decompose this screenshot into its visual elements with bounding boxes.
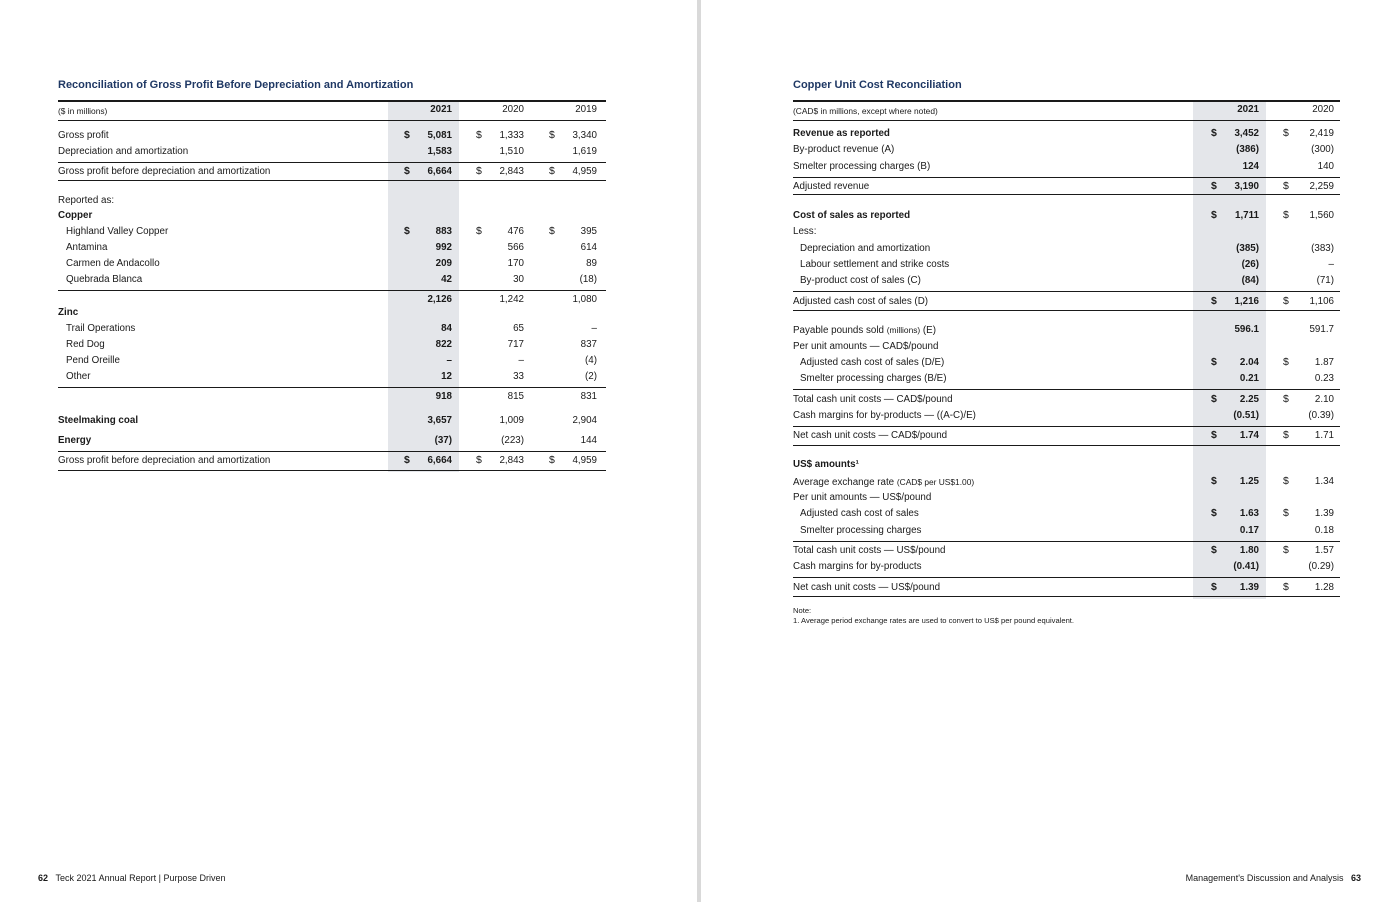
left-row-value: 1,619 [572,146,597,157]
left-rule-4 [58,290,606,291]
left-row-value: 5,081 [427,130,452,141]
dollar-sign: $ [1283,209,1289,221]
right-rule-5 [793,310,1340,311]
right-row-label [800,357,944,369]
left-year-header-2021: 2021 [430,104,452,115]
dollar-sign: $ [1211,127,1217,139]
left-row-value: 1,510 [499,146,524,157]
left-row-value: 3,657 [427,415,452,426]
right-row-label-text: Adjusted cash cost of sales [800,508,919,519]
left-row-value: 209 [435,258,452,269]
right-row-value: 596.1 [1234,324,1259,335]
right-row-label [800,275,921,287]
dollar-sign: $ [476,129,482,141]
right-row-label-text: Cash margins for by-products [793,561,922,572]
left-units-label: ($ in millions) [58,106,108,116]
left-row-label: Gross profit before depreciation and amortization [58,455,271,466]
left-row-value: 33 [513,371,524,382]
right-row-value: (0.29) [1308,561,1334,572]
left-row-value: (223) [501,435,524,446]
left-row-value: 1,333 [499,130,524,141]
right-page [701,0,1395,902]
dollar-sign: $ [549,129,555,141]
right-row-value: 1,106 [1309,296,1334,307]
left-rule-1 [58,120,606,121]
left-row-value: – [591,323,597,334]
right-row-value: (0.39) [1308,410,1334,421]
right-row-label-text: By-product cost of sales (C) [800,275,921,286]
right-page-number: 63 [1350,873,1361,883]
right-row-value: (386) [1236,144,1259,155]
dollar-sign: $ [476,225,482,237]
left-row-value: – [518,355,524,366]
right-row-label-text: Revenue as reported [793,128,890,139]
left-row-value: 883 [435,226,452,237]
right-row-value: 2.10 [1314,394,1334,405]
dollar-sign: $ [1211,581,1217,593]
right-rule-9 [793,541,1340,542]
dollar-sign: $ [1283,581,1289,593]
dollar-sign: $ [404,454,410,466]
right-row-label-text: Average exchange rate [793,477,895,488]
right-row-label-unit: (CAD$ per US$1.00) [896,477,975,487]
right-rule-0 [793,100,1340,102]
right-row-value: 2,419 [1309,128,1334,139]
right-row-value: 1.39 [1239,582,1259,593]
right-rule-10 [793,577,1340,578]
left-row-value: 2,904 [572,415,597,426]
right-row-value: 1.28 [1314,582,1334,593]
left-row-value: 2,126 [427,294,452,305]
dollar-sign: $ [549,454,555,466]
left-rule-2 [58,162,606,163]
left-row-value: 6,664 [427,166,452,177]
left-row-label: Highland Valley Copper [66,226,169,237]
right-row-value: 2.25 [1239,394,1259,405]
right-rule-1 [793,120,1340,121]
right-row-label [793,296,928,308]
dollar-sign: $ [404,225,410,237]
right-row-label [800,259,949,271]
right-rule-2 [793,177,1340,178]
right-row-value: (385) [1236,243,1259,254]
right-year-header-2021: 2021 [1237,104,1259,115]
left-row-value: 815 [507,391,524,402]
footer-right-text: Management's Discussion and Analysis [1185,873,1344,883]
left-row-label: Pend Oreille [66,355,120,366]
left-row-value: (2) [585,371,597,382]
left-row-label: Antamina [66,242,108,253]
left-row-value: 3,340 [572,130,597,141]
left-row-value: 1,242 [499,294,524,305]
right-rule-3 [793,194,1340,195]
right-row-value: – [1328,259,1334,270]
left-row-value: 4,959 [572,455,597,466]
left-row-value: 837 [580,339,597,350]
right-row-value: 1.25 [1239,476,1259,487]
footer-right [1186,873,1361,883]
left-row-label: Trail Operations [66,323,136,334]
left-rule-5 [58,387,606,388]
left-row-label: Red Dog [66,339,105,350]
dollar-sign: $ [1211,475,1217,487]
footer-left-text: Teck 2021 Annual Report | Purpose Driven [55,873,226,883]
right-row-value: (300) [1311,144,1334,155]
dollar-sign: $ [1283,180,1289,192]
left-row-value: 717 [507,339,524,350]
right-row-label [793,226,816,238]
left-row-label: Quebrada Blanca [66,274,143,285]
right-row-label [800,243,930,255]
right-row-label-text: Cost of sales as reported [793,210,911,221]
right-row-value: 140 [1317,161,1334,172]
right-row-value: (0.41) [1233,561,1259,572]
dollar-sign: $ [1211,393,1217,405]
left-row-value: 170 [507,258,524,269]
right-row-value: 0.21 [1239,373,1259,384]
dollar-sign: $ [1283,507,1289,519]
right-row-label [793,324,936,337]
right-row-value: 3,190 [1234,181,1259,192]
right-row-value: 1.34 [1314,476,1334,487]
right-row-value: 1.87 [1314,357,1334,368]
right-row-label [793,410,976,422]
left-row-label: Other [66,371,91,382]
dollar-sign: $ [476,165,482,177]
right-row-label-text: Smelter processing charges [800,525,922,536]
left-row-value: (37) [434,435,452,446]
left-rule-3 [58,180,606,181]
left-rule-0 [58,100,606,102]
right-row-label [793,210,910,222]
left-row-label: Depreciation and amortization [58,146,189,157]
left-year-header-2019: 2019 [575,104,597,115]
left-page [0,0,697,902]
right-row-label-text: Per unit amounts — US$/pound [793,492,932,503]
right-rule-7 [793,426,1340,427]
right-row-label [793,341,938,353]
right-row-label [793,394,953,406]
right-row-value: (0.51) [1233,410,1259,421]
right-row-label [793,430,947,442]
left-row-label: Carmen de Andacollo [66,258,160,269]
right-row-value: 1,560 [1309,210,1334,221]
dollar-sign: $ [1211,295,1217,307]
left-row-value: 2,843 [499,166,524,177]
dollar-sign: $ [476,454,482,466]
left-row-value: 30 [513,274,524,285]
left-row-label: Copper [58,210,93,221]
left-row-value: – [446,355,452,366]
right-row-label [793,582,940,594]
right-table-title: Copper Unit Cost Reconciliation [793,79,962,91]
left-rule-7 [58,470,606,471]
left-page-number: 62 [38,873,49,883]
right-row-label-text: By-product revenue (A) [793,144,895,155]
dollar-sign: $ [549,225,555,237]
left-row-value: 2,843 [499,455,524,466]
right-row-label-text: Adjusted revenue [793,181,870,192]
right-row-label-text: Less: [793,226,817,237]
left-row-value: 992 [435,242,452,253]
right-row-value: 591.7 [1309,324,1334,335]
right-row-value: 1.71 [1314,430,1334,441]
left-row-value: 84 [441,323,452,334]
right-row-label-text: Cash margins for by-products — ((A-C)/E) [793,410,976,421]
left-row-value: 918 [435,391,452,402]
right-row-label-text: Depreciation and amortization [800,243,931,254]
right-row-value: 2,259 [1309,181,1334,192]
right-rule-6 [793,389,1340,390]
right-row-label-text: Per unit amounts — CAD$/pound [793,341,939,352]
right-row-label [800,508,919,520]
right-row-value: 1.80 [1239,545,1259,556]
left-row-label: Gross profit [58,130,109,141]
left-row-value: 144 [580,435,597,446]
dollar-sign: $ [549,165,555,177]
right-row-value: (383) [1311,243,1334,254]
right-row-label-text: Total cash unit costs — CAD$/pound [793,394,953,405]
left-row-value: 395 [580,226,597,237]
right-row-value: 1.39 [1314,508,1334,519]
right-row-label [793,476,974,489]
right-row-label [793,492,931,504]
right-row-label [793,545,945,557]
right-row-label-suffix: (E) [920,325,936,336]
left-row-label: Reported as: [58,195,115,206]
left-row-value: (18) [579,274,597,285]
right-row-value: 0.23 [1314,373,1334,384]
left-row-value: 89 [586,258,597,269]
left-row-label: Zinc [58,307,79,318]
left-rule-6 [58,451,606,452]
right-row-label-text: Labour settlement and strike costs [800,259,950,270]
note-heading: Note: [793,606,812,615]
right-row-label [793,561,922,573]
note-1: 1. Average period exchange rates are used to convert to US$ per pound equivalent. [793,616,1075,625]
left-row-label: Energy [58,435,92,446]
right-row-value: 1.74 [1239,430,1259,441]
right-row-label-text: Net cash unit costs — CAD$/pound [793,430,948,441]
right-row-value: 0.18 [1314,525,1334,536]
right-rule-4 [793,291,1340,292]
right-year-header-2020: 2020 [1312,104,1334,115]
left-row-value: 65 [513,323,524,334]
right-row-value: 1.63 [1239,508,1259,519]
left-row-value: 476 [507,226,524,237]
left-table-title: Reconciliation of Gross Profit Before Depreciation and Amortization [58,79,414,91]
dollar-sign: $ [1211,429,1217,441]
right-row-value: 1.57 [1314,545,1334,556]
left-row-value: 1,583 [427,146,452,157]
left-year-header-2020: 2020 [502,104,524,115]
right-row-label-unit: (millions) [886,325,921,335]
left-row-value: 1,080 [572,294,597,305]
right-row-value: 0.17 [1239,525,1259,536]
dollar-sign: $ [1211,356,1217,368]
right-row-value: 2.04 [1239,357,1259,368]
right-row-label-text: Smelter processing charges (B) [793,161,931,172]
right-row-value: 1,711 [1235,210,1259,221]
right-row-value: (26) [1241,259,1259,270]
left-row-value: 831 [580,391,597,402]
right-row-value: 124 [1242,161,1259,172]
left-row-value: 6,664 [427,455,452,466]
dollar-sign: $ [1283,429,1289,441]
right-row-label-text: US$ amounts¹ [793,459,859,470]
right-rule-8 [793,445,1340,446]
right-rule-11 [793,596,1340,597]
right-row-label [800,373,946,385]
footer-left [38,873,225,883]
right-row-label [793,161,930,173]
right-row-label-text: Total cash unit costs — US$/pound [793,545,946,556]
dollar-sign: $ [404,165,410,177]
left-row-value: 1,009 [499,415,524,426]
left-row-value: (4) [585,355,597,366]
right-row-label-text: Adjusted cash cost of sales (D/E) [800,357,945,368]
dollar-sign: $ [1283,393,1289,405]
right-row-label-text: Payable pounds sold [793,325,884,336]
right-row-label [793,459,859,471]
left-row-value: 614 [580,242,597,253]
left-row-value: 4,959 [572,166,597,177]
dollar-sign: $ [1283,127,1289,139]
right-row-label-text: Smelter processing charges (B/E) [800,373,947,384]
right-units-label: (CAD$ in millions, except where noted) [793,106,938,116]
dollar-sign: $ [1283,544,1289,556]
left-row-value: 566 [507,242,524,253]
dollar-sign: $ [1211,544,1217,556]
right-row-value: (84) [1241,275,1259,286]
right-row-label [793,144,894,156]
right-row-value: 1,216 [1234,296,1259,307]
right-row-label-text: Adjusted cash cost of sales (D) [793,296,929,307]
left-row-value: 12 [441,371,452,382]
dollar-sign: $ [1211,209,1217,221]
right-row-label [793,181,869,193]
right-row-value: 3,452 [1234,128,1259,139]
dollar-sign: $ [404,129,410,141]
left-row-label: Steelmaking coal [58,415,139,426]
right-row-label [793,128,890,140]
right-row-label [800,525,921,537]
dollar-sign: $ [1211,180,1217,192]
left-row-value: 42 [441,274,452,285]
dollar-sign: $ [1283,475,1289,487]
left-row-value: 822 [435,339,452,350]
right-row-value: (71) [1316,275,1334,286]
dollar-sign: $ [1283,295,1289,307]
right-row-label-text: Net cash unit costs — US$/pound [793,582,941,593]
dollar-sign: $ [1211,507,1217,519]
dollar-sign: $ [1283,356,1289,368]
left-row-label: Gross profit before depreciation and amortization [58,166,271,177]
